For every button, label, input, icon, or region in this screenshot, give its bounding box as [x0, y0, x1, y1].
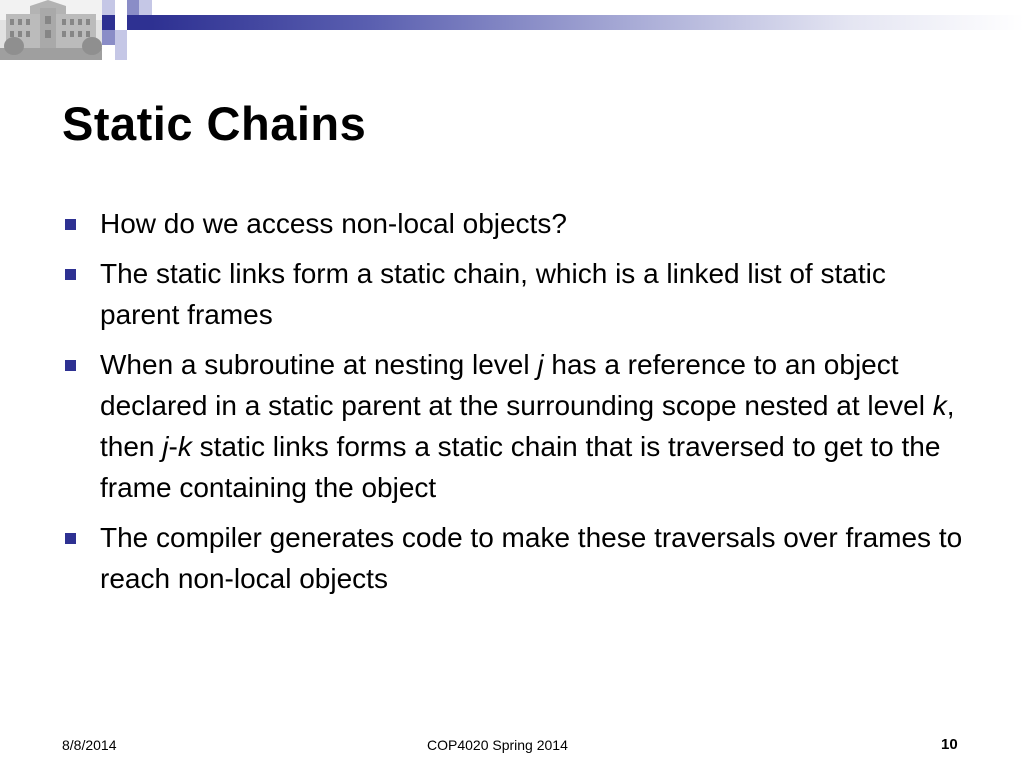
footer-date: 8/8/2014: [62, 737, 117, 753]
bullet-item: [62, 517, 967, 599]
bullet-item: [62, 203, 967, 244]
bullet-text: The compiler generates code to make these traversals over frames to reach non-local objects: [100, 522, 963, 594]
bullet-text: -: [168, 431, 178, 462]
bullet-square-icon: [65, 219, 76, 230]
bullet-text: The static links form a static chain, which is a linked list of static parent frames: [100, 258, 886, 330]
header-gradient-bar: [152, 15, 1024, 30]
bullet-text-italic: k: [177, 431, 192, 462]
bullet-item: [62, 253, 967, 335]
header-decoration: [0, 0, 1024, 60]
bullet-text: has a reference to an object declared in a static parent at the surrounding scope nested at level: [100, 349, 933, 421]
bullet-text-italic: j: [537, 349, 544, 380]
decorative-squares: [0, 0, 200, 62]
slide-title: Static Chains: [62, 97, 367, 150]
bullet-square-icon: [65, 269, 76, 280]
bullet-square-icon: [65, 360, 76, 371]
bullet-item: [62, 344, 967, 508]
bullet-list: [62, 203, 967, 608]
bullet-text: , then: [100, 390, 955, 462]
bullet-text-italic: k: [932, 390, 947, 421]
bullet-text: When a subroutine at nesting level: [100, 349, 538, 380]
bullet-text: How do we access non-local objects?: [100, 208, 567, 239]
bullet-text-italic: j: [162, 431, 169, 462]
bullet-text: static links forms a static chain that is traversed to get to the frame containing the object: [100, 431, 941, 503]
footer-course: COP4020 Spring 2014: [427, 737, 568, 753]
slide-number: 10: [941, 736, 958, 753]
bullet-square-icon: [65, 533, 76, 544]
